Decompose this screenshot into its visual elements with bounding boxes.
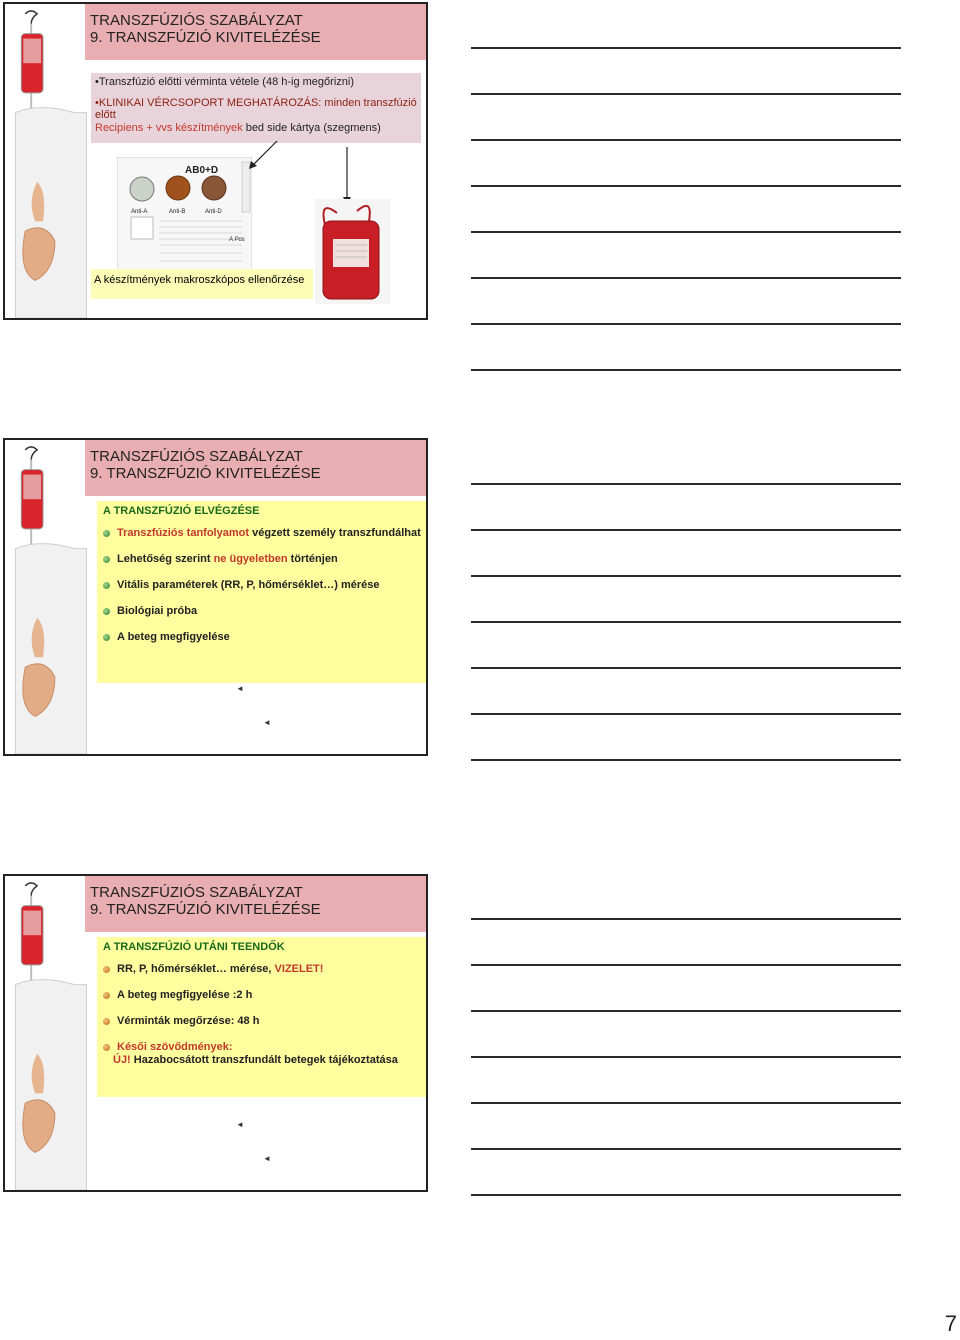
slide-title (85, 4, 426, 60)
bullet-icon (103, 582, 110, 589)
bullet-red-text: VIZELET! (274, 963, 324, 975)
title-line-2: 9. TRANSZFÚZIÓ KIVITELÉZÉSE (90, 465, 321, 482)
bullet-icon (103, 608, 110, 615)
card-header: AB0+D (185, 165, 219, 176)
title-line-1: TRANSZFÚZIÓS SZABÁLYZAT (90, 12, 303, 29)
list-item (103, 579, 421, 592)
info-line-3-rest: bed side kártya (szegmens) (242, 121, 381, 134)
blood-bag-image (315, 199, 390, 304)
content-box (97, 501, 427, 683)
info-box (91, 73, 421, 143)
section-heading: A TRANSZFÚZIÓ ELVÉGZÉSE (103, 505, 260, 517)
bullet-icon (103, 556, 110, 563)
title-line-2: 9. TRANSZFÚZIÓ KIVITELÉZÉSE (90, 901, 321, 918)
list-item (103, 1041, 421, 1067)
caption-macroscopic-check: A készítmények makroszkópos ellenőrzése (91, 269, 313, 299)
info-line-3-red: Recipiens + vvs készítmények (95, 121, 243, 134)
card-anti-a: Anti-A (131, 209, 148, 215)
bullet-text: Vitális paraméterek (RR, P, hőmérséklet…) mérése (117, 579, 380, 591)
card-anti-b: Anti-B (169, 209, 186, 215)
bullet-icon (103, 1018, 110, 1025)
small-arrow-icon: ◄ (236, 1120, 244, 1129)
slide-1 (3, 2, 428, 320)
small-arrow-icon: ◄ (236, 684, 244, 693)
info-bullet-2: •KLINIKAI VÉRCSOPORT MEGHATÁROZÁS: minden transzfúzió előtt (95, 96, 417, 121)
bedside-card-image (117, 157, 252, 270)
slide-3 (3, 874, 428, 1192)
list-item (103, 989, 421, 1002)
card-anti-d: Anti-D (205, 209, 222, 215)
bullet-red-text: Transzfúziós tanfolyamot (117, 527, 250, 539)
bullet-text: Biológiai próba (117, 605, 198, 617)
bullet-text: végzett személy transzfundálhat (249, 527, 421, 539)
list-item (103, 963, 421, 976)
page-number: 7 (944, 1311, 957, 1336)
card-apos: A Pos (229, 237, 245, 243)
bullet-text: A beteg megfigyelése (117, 631, 230, 643)
bullet-text: Hazabocsátott transzfundált betegek tájékoztatása (130, 1054, 398, 1066)
info-bullet-1: •Transzfúzió előtti vérminta vétele (48 h-ig megőrizni) (95, 76, 354, 88)
slide-title (85, 440, 426, 496)
bullet-text: RR, P, hőmérséklet… mérése, (117, 963, 275, 975)
title-line-2: 9. TRANSZFÚZIÓ KIVITELÉZÉSE (90, 29, 321, 46)
bullet-text: Vérminták megőrzése: 48 h (117, 1015, 260, 1027)
new-label: ÚJ! (113, 1054, 131, 1066)
list-item (103, 1015, 421, 1028)
list-item (103, 631, 421, 644)
section-heading: A TRANSZFÚZIÓ UTÁNI TEENDŐK (103, 941, 285, 953)
notes-lines-3 (471, 918, 901, 1240)
iv-bag-figure-image (5, 4, 87, 318)
bullet-red-text: Késői szövődmények: (117, 1041, 233, 1053)
bullet-icon (103, 966, 110, 973)
small-arrow-icon: ◄ (263, 1154, 271, 1163)
title-line-1: TRANSZFÚZIÓS SZABÁLYZAT (90, 448, 303, 465)
slide-2 (3, 438, 428, 756)
iv-bag-figure-image (5, 876, 87, 1190)
iv-bag-figure-image (5, 440, 87, 754)
list-item (103, 553, 421, 566)
bullet-icon (103, 992, 110, 999)
slide-title (85, 876, 426, 932)
bullet-icon (103, 530, 110, 537)
small-arrow-icon: ◄ (263, 718, 271, 727)
notes-lines-2 (471, 483, 901, 805)
info-line-3 (95, 122, 417, 135)
notes-lines-1 (471, 47, 901, 415)
bullet-icon (103, 634, 110, 641)
bullet-text: történjen (287, 553, 338, 565)
list-item (103, 605, 421, 618)
bullet-text: Lehetőség szerint (117, 553, 214, 565)
bullet-red-text: ne ügyeletben (213, 553, 288, 565)
list-item (103, 527, 421, 540)
bullet-icon (103, 1044, 110, 1051)
bullet-text: A beteg megfigyelése :2 h (117, 989, 253, 1001)
title-line-1: TRANSZFÚZIÓS SZABÁLYZAT (90, 884, 303, 901)
content-box (97, 937, 427, 1097)
